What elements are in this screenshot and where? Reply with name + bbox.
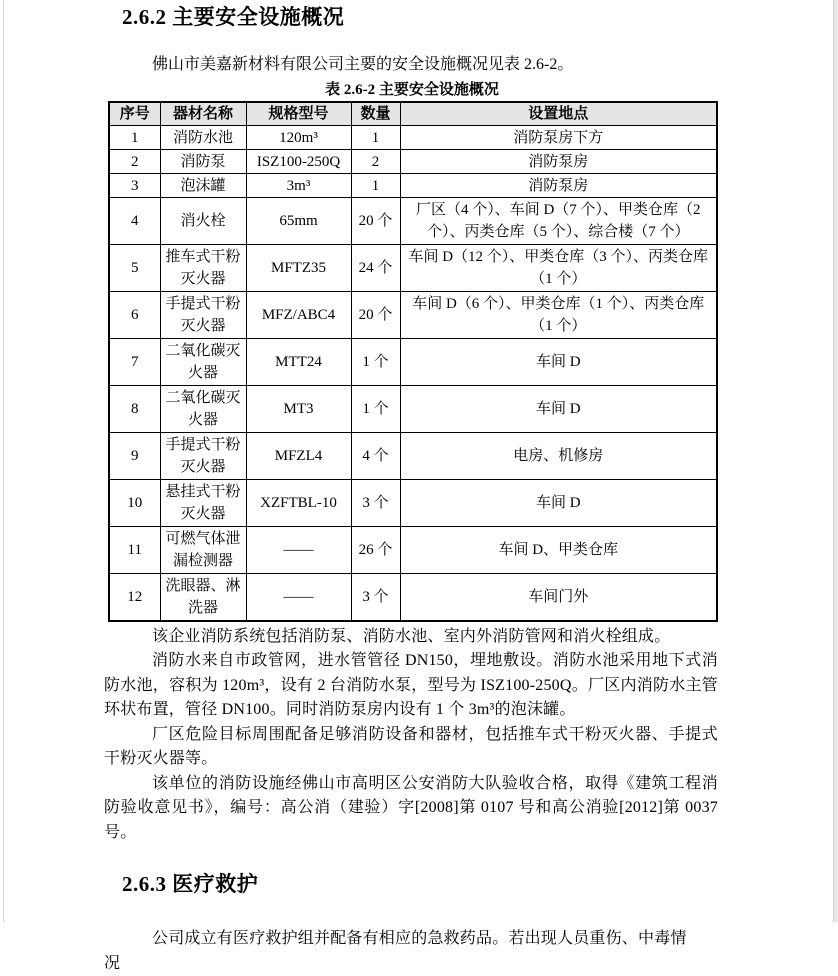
safety-facilities-table: [108, 101, 718, 622]
table-cell-model: MFZL4: [246, 433, 351, 480]
table-cell-qty: 1 个: [351, 339, 400, 386]
section-heading-262: 2.6.2 主要安全设施概况: [122, 0, 718, 30]
table-row: [109, 245, 717, 292]
table-cell-qty: 20 个: [351, 198, 400, 245]
table-cell-qty: 26 个: [351, 527, 400, 574]
table-cell-qty: 3 个: [351, 480, 400, 527]
table-cell-no: 9: [109, 433, 160, 480]
page-edge-right: [833, 0, 838, 922]
table-cell-qty: 1: [351, 126, 400, 150]
table-row: [109, 386, 717, 433]
table-cell-no: 5: [109, 245, 160, 292]
table-cell-no: 4: [109, 198, 160, 245]
table-cell-location: 车间 D: [400, 386, 717, 433]
table-cell-name: 二氧化碳灭火器: [160, 339, 246, 386]
table-cell-name: 可燃气体泄漏检测器: [160, 527, 246, 574]
table-cell-no: 1: [109, 126, 160, 150]
table-cell-no: 12: [109, 574, 160, 621]
header-cell-model: 规格型号: [246, 102, 351, 126]
table-cell-name: 洗眼器、淋洗器: [160, 574, 246, 621]
header-cell-location: 设置地点: [400, 102, 717, 126]
section-heading-263: 2.6.3 医疗救护: [122, 871, 718, 897]
paragraph-fire-system: 该企业消防系统包括消防泵、消防水池、室内外消防管网和消火栓组成。: [104, 625, 718, 650]
table-cell-name: 手提式干粉灭火器: [160, 433, 246, 480]
table-cell-no: 8: [109, 386, 160, 433]
paragraph-equipment: 厂区危险目标周围配备足够消防设备和器材，包括推车式干粉灭火器、手提式干粉灭火器等。: [104, 723, 718, 772]
table-cell-model: ISZ100-250Q: [246, 150, 351, 174]
table-cell-location: 车间 D、甲类仓库: [400, 527, 717, 574]
table-cell-qty: 4 个: [351, 433, 400, 480]
table-row: [109, 292, 717, 339]
paragraph-acceptance: 该单位的消防设施经佛山市高明区公安消防大队验收合格，取得《建筑工程消防验收意见书》，编号：高公消（建验）字[2008]第 0107 号和高公消验[2012]第 0037 号。: [104, 772, 718, 846]
table-cell-name: 消火栓: [160, 198, 246, 245]
table-cell-model: MFZ/ABC4: [246, 292, 351, 339]
table-row: [109, 174, 717, 198]
table-cell-model: ——: [246, 574, 351, 621]
table-cell-name: 消防水池: [160, 126, 246, 150]
intro-paragraph: 佛山市美嘉新材料有限公司主要的安全设施概况见表 2.6-2。: [104, 52, 718, 77]
table-cell-model: XZFTBL-10: [246, 480, 351, 527]
table-cell-no: 11: [109, 527, 160, 574]
table-cell-no: 6: [109, 292, 160, 339]
table-cell-model: ——: [246, 527, 351, 574]
table-cell-location: 消防泵房下方: [400, 126, 717, 150]
table-row: [109, 574, 717, 621]
table-cell-qty: 3 个: [351, 574, 400, 621]
table-cell-model: 65mm: [246, 198, 351, 245]
paragraph-fire-water: 消防水来自市政管网，进水管管径 DN150，埋地敷设。消防水池采用地下式消防水池，容积为 120m³，设有 2 台消防水泵，型号为 ISZ100-250Q。厂区内消防水主管环状布置，管径 DN100。同时消防泵房内设有 1 个 3m³的泡沫罐。: [104, 649, 718, 723]
page-content: [104, 0, 718, 976]
table-row: [109, 527, 717, 574]
table-row: [109, 480, 717, 527]
table-cell-location: 车间 D: [400, 480, 717, 527]
header-cell-qty: 数量: [351, 102, 400, 126]
table-cell-location: 车间 D（6 个）、甲类仓库（1 个）、丙类仓库（1 个）: [400, 292, 717, 339]
table-cell-location: 厂区（4 个）、车间 D（7 个）、甲类仓库（2 个）、丙类仓库（5 个）、综合楼（7 个）: [400, 198, 717, 245]
header-cell-no: 序号: [109, 102, 160, 126]
table-row: [109, 433, 717, 480]
table-cell-qty: 1 个: [351, 386, 400, 433]
table-row: [109, 339, 717, 386]
table-cell-model: 3m³: [246, 174, 351, 198]
table-cell-location: 车间 D: [400, 339, 717, 386]
table-row: [109, 126, 717, 150]
table-cell-no: 3: [109, 174, 160, 198]
medical-paragraph-line1: 公司成立有医疗救护组并配备有相应的急救药品。若出现人员重伤、中毒情: [104, 927, 718, 952]
table-cell-location: 消防泵房: [400, 174, 717, 198]
table-cell-location: 电房、机修房: [400, 433, 717, 480]
table-cell-name: 手提式干粉灭火器: [160, 292, 246, 339]
table-cell-name: 二氧化碳灭火器: [160, 386, 246, 433]
table-cell-name: 悬挂式干粉灭火器: [160, 480, 246, 527]
body-paragraphs: [104, 625, 718, 846]
table-cell-no: 7: [109, 339, 160, 386]
table-row: [109, 150, 717, 174]
table-cell-model: 120m³: [246, 126, 351, 150]
table-caption: 表 2.6-2 主要安全设施概况: [108, 81, 716, 99]
table-cell-no: 10: [109, 480, 160, 527]
table-cell-qty: 20 个: [351, 292, 400, 339]
page-edge-left: [3, 0, 4, 922]
table-cell-name: 消防泵: [160, 150, 246, 174]
table-cell-name: 推车式干粉灭火器: [160, 245, 246, 292]
table-cell-name: 泡沫罐: [160, 174, 246, 198]
table-cell-qty: 24 个: [351, 245, 400, 292]
table-cell-model: MT3: [246, 386, 351, 433]
table-cell-model: MTT24: [246, 339, 351, 386]
table-cell-location: 车间 D（12 个）、甲类仓库（3 个）、丙类仓库（1 个）: [400, 245, 717, 292]
table-cell-qty: 1: [351, 174, 400, 198]
table-header-row: [109, 102, 717, 126]
medical-paragraph-clipped-line: 况: [104, 952, 718, 976]
table-cell-model: MFTZ35: [246, 245, 351, 292]
table-row: [109, 198, 717, 245]
table-cell-location: 车间门外: [400, 574, 717, 621]
table-cell-qty: 2: [351, 150, 400, 174]
table-cell-location: 消防泵房: [400, 150, 717, 174]
table-cell-no: 2: [109, 150, 160, 174]
header-cell-name: 器材名称: [160, 102, 246, 126]
facilities-table-body: [109, 126, 717, 621]
